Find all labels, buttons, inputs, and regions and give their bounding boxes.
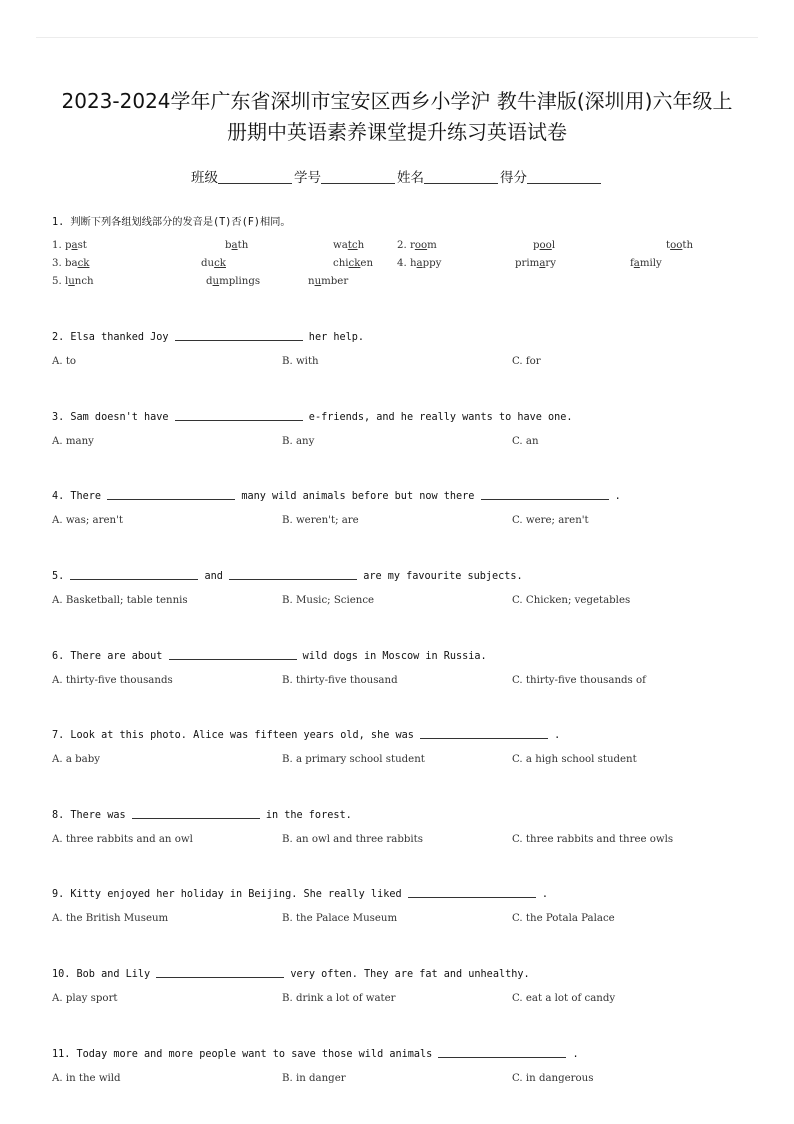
option-a[interactable]: A. the British Museum xyxy=(52,913,169,924)
q1-word: primary xyxy=(515,258,557,269)
answer-blank[interactable] xyxy=(175,410,303,421)
option-a[interactable]: A. three rabbits and an owl xyxy=(52,834,193,845)
top-divider xyxy=(36,37,758,38)
class-label: 班级 xyxy=(191,170,218,186)
q1-word: pool xyxy=(533,240,556,251)
question-1-prompt: 1. 判断下列各组划线部分的发音是(T)否(F)相同。 xyxy=(52,217,291,228)
option-a[interactable]: A. in the wild xyxy=(52,1073,121,1084)
question-2: 2. Elsa thanked Joy her help. xyxy=(52,332,365,343)
option-c[interactable]: C. an xyxy=(512,436,539,447)
name-field[interactable] xyxy=(424,168,498,184)
answer-blank[interactable] xyxy=(169,649,297,660)
option-c[interactable]: C. three rabbits and three owls xyxy=(512,834,674,845)
option-c[interactable]: C. a high school student xyxy=(512,754,637,765)
answer-blank[interactable] xyxy=(156,967,284,978)
name-label: 姓名 xyxy=(397,170,424,186)
id-field[interactable] xyxy=(321,168,395,184)
option-a[interactable]: A. to xyxy=(52,356,77,367)
answer-blank[interactable] xyxy=(408,887,536,898)
answer-blank[interactable] xyxy=(420,728,548,739)
question-4: 4. There many wild animals before but now there . xyxy=(52,491,621,502)
option-a[interactable]: A. Basketball; table tennis xyxy=(52,595,188,606)
q1-word: bath xyxy=(225,240,249,251)
option-a[interactable]: A. was; aren't xyxy=(52,515,123,526)
q1-word: dumplings xyxy=(206,276,261,287)
q1-word: duck xyxy=(201,258,226,269)
question-6: 6. There are about wild dogs in Moscow in Russia. xyxy=(52,651,487,662)
title-line-1: 2023-2024学年广东省深圳市宝安区西乡小学沪 教牛津版(深圳用)六年级上 xyxy=(61,89,733,113)
option-b[interactable]: B. a primary school student xyxy=(282,754,425,765)
option-c[interactable]: C. Chicken; vegetables xyxy=(512,595,631,606)
question-9: 9. Kitty enjoyed her holiday in Beijing. She really liked . xyxy=(52,889,549,900)
option-b[interactable]: B. drink a lot of water xyxy=(282,993,396,1004)
option-b[interactable]: B. an owl and three rabbits xyxy=(282,834,423,845)
option-c[interactable]: C. were; aren't xyxy=(512,515,589,526)
option-b[interactable]: B. any xyxy=(282,436,315,447)
option-c[interactable]: C. the Potala Palace xyxy=(512,913,615,924)
answer-blank[interactable] xyxy=(481,489,609,500)
answer-blank[interactable] xyxy=(107,489,235,500)
option-c[interactable]: C. in dangerous xyxy=(512,1073,594,1084)
option-a[interactable]: A. many xyxy=(52,436,94,447)
q1-word: 3. back xyxy=(52,258,90,269)
answer-blank[interactable] xyxy=(70,569,198,580)
answer-blank[interactable] xyxy=(175,330,303,341)
option-c[interactable]: C. for xyxy=(512,356,541,367)
q1-word: 4. happy xyxy=(397,258,442,269)
page-title xyxy=(0,86,794,148)
question-10: 10. Bob and Lily very often. They are fat and unhealthy. xyxy=(52,969,530,980)
q1-word: chicken xyxy=(333,258,374,269)
option-a[interactable]: A. a baby xyxy=(52,754,101,765)
q1-word: 2. room xyxy=(397,240,437,251)
answer-blank[interactable] xyxy=(438,1047,566,1058)
q1-word: 5. lunch xyxy=(52,276,94,287)
score-label: 得分 xyxy=(500,170,527,186)
answer-blank[interactable] xyxy=(229,569,357,580)
question-8: 8. There was in the forest. xyxy=(52,810,352,821)
option-b[interactable]: B. Music; Science xyxy=(282,595,375,606)
title-line-2: 册期中英语素养课堂提升练习英语试卷 xyxy=(227,120,567,144)
answer-blank[interactable] xyxy=(132,808,260,819)
option-c[interactable]: C. thirty-five thousands of xyxy=(512,675,646,686)
option-b[interactable]: B. thirty-five thousand xyxy=(282,675,398,686)
option-b[interactable]: B. in danger xyxy=(282,1073,346,1084)
id-label: 学号 xyxy=(294,170,321,186)
score-field[interactable] xyxy=(527,168,601,184)
option-a[interactable]: A. play sport xyxy=(52,993,118,1004)
option-b[interactable]: B. with xyxy=(282,356,319,367)
question-11: 11. Today more and more people want to save those wild animals . xyxy=(52,1049,579,1060)
option-c[interactable]: C. eat a lot of candy xyxy=(512,993,616,1004)
q1-word: watch xyxy=(333,240,365,251)
q1-word: number xyxy=(308,276,349,287)
option-b[interactable]: B. the Palace Museum xyxy=(282,913,398,924)
question-5: 5. and are my favourite subjects. xyxy=(52,571,523,582)
q1-word: tooth xyxy=(666,240,694,251)
class-field[interactable] xyxy=(218,168,292,184)
question-7: 7. Look at this photo. Alice was fifteen years old, she was . xyxy=(52,730,561,741)
option-b[interactable]: B. weren't; are xyxy=(282,515,359,526)
q1-word: 1. past xyxy=(52,240,87,251)
student-info-row xyxy=(0,166,794,186)
option-a[interactable]: A. thirty-five thousands xyxy=(52,675,173,686)
q1-word: family xyxy=(630,258,662,269)
question-3: 3. Sam doesn't have e-friends, and he really wants to have one. xyxy=(52,412,573,423)
